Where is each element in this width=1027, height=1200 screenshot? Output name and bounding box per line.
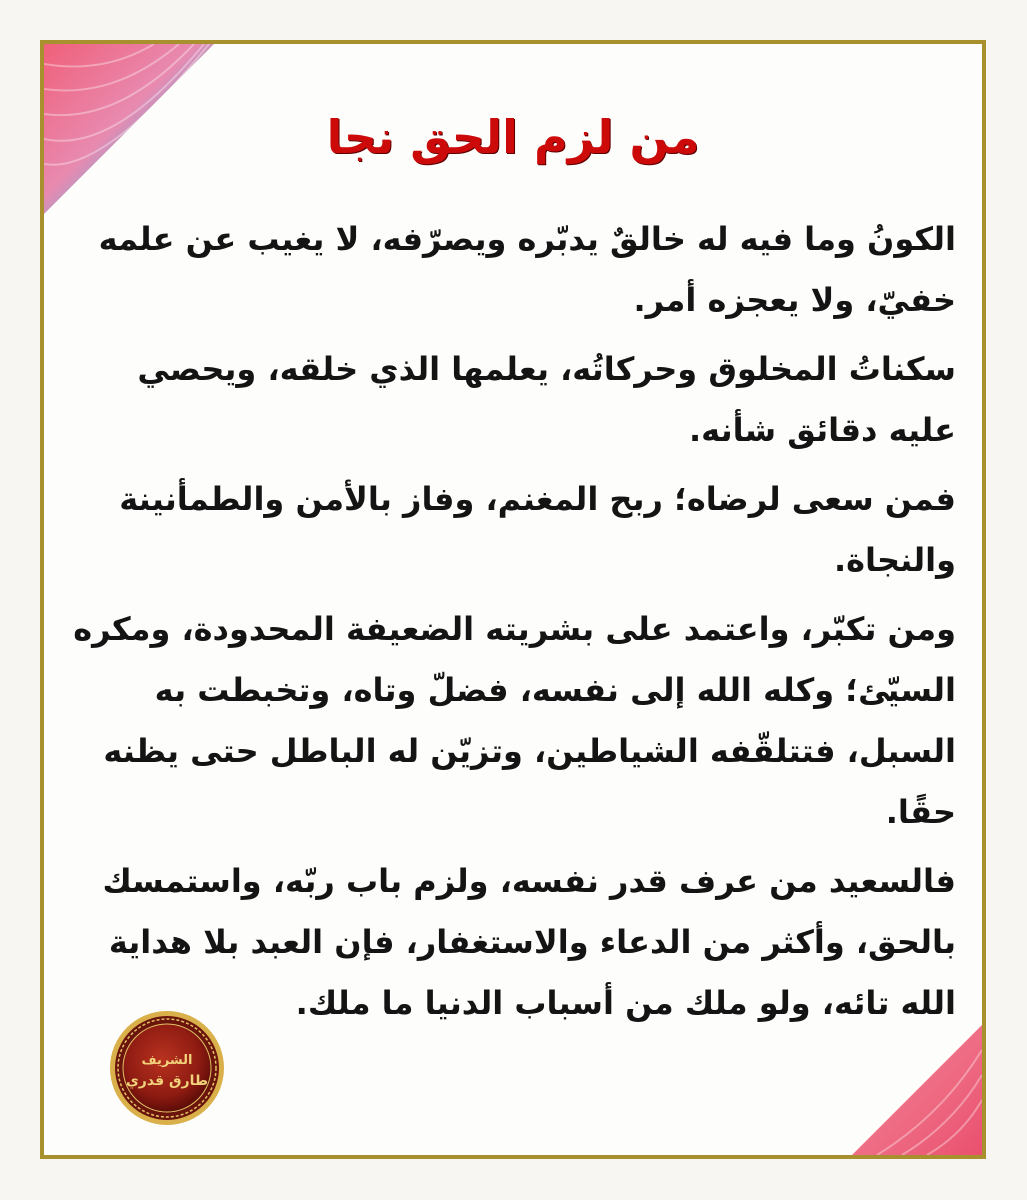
seal-line-2: طارق قدري (125, 1073, 209, 1089)
post-card (40, 40, 986, 1159)
paragraph: ومن تكبّر، واعتمد على بشريته الضعيفة المحدودة، ومكره السيّئ؛ وكله الله إلى نفسه، فضلّ وتاه، وتخبطت به السبل، فتتلقّفه الشياطين، وتزيّن له الباطل حتى يظنه حقًا. (73, 610, 956, 831)
paragraph: سكناتُ المخلوق وحركاتُه، يعلمها الذي خلقه، ويحصي عليه دقائق شأنه. (137, 350, 956, 449)
seal-line-1: الشريف (141, 1053, 193, 1068)
paragraph: الكونُ وما فيه له خالقٌ يدبّره ويصرّفه، لا يغيب عن علمه خفيّ، ولا يعجزه أمر. (98, 220, 956, 319)
article-body (72, 209, 956, 1042)
paragraph: فمن سعى لرضاه؛ ربح المغنم، وفاز بالأمن والطمأنينة والنجاة. (119, 480, 956, 579)
corner-decoration-bottom-right (852, 1025, 982, 1155)
page-title: من لزم الحق نجا (326, 110, 700, 164)
author-seal-logo (108, 1009, 226, 1127)
paragraph: فالسعيد من عرف قدر نفسه، ولزم باب ربّه، واستمسك بالحق، وأكثر من الدعاء والاستغفار، فإن العبد بلا هداية الله تائه، ولو ملك من أسباب الدنيا ما ملك. (102, 862, 956, 1022)
